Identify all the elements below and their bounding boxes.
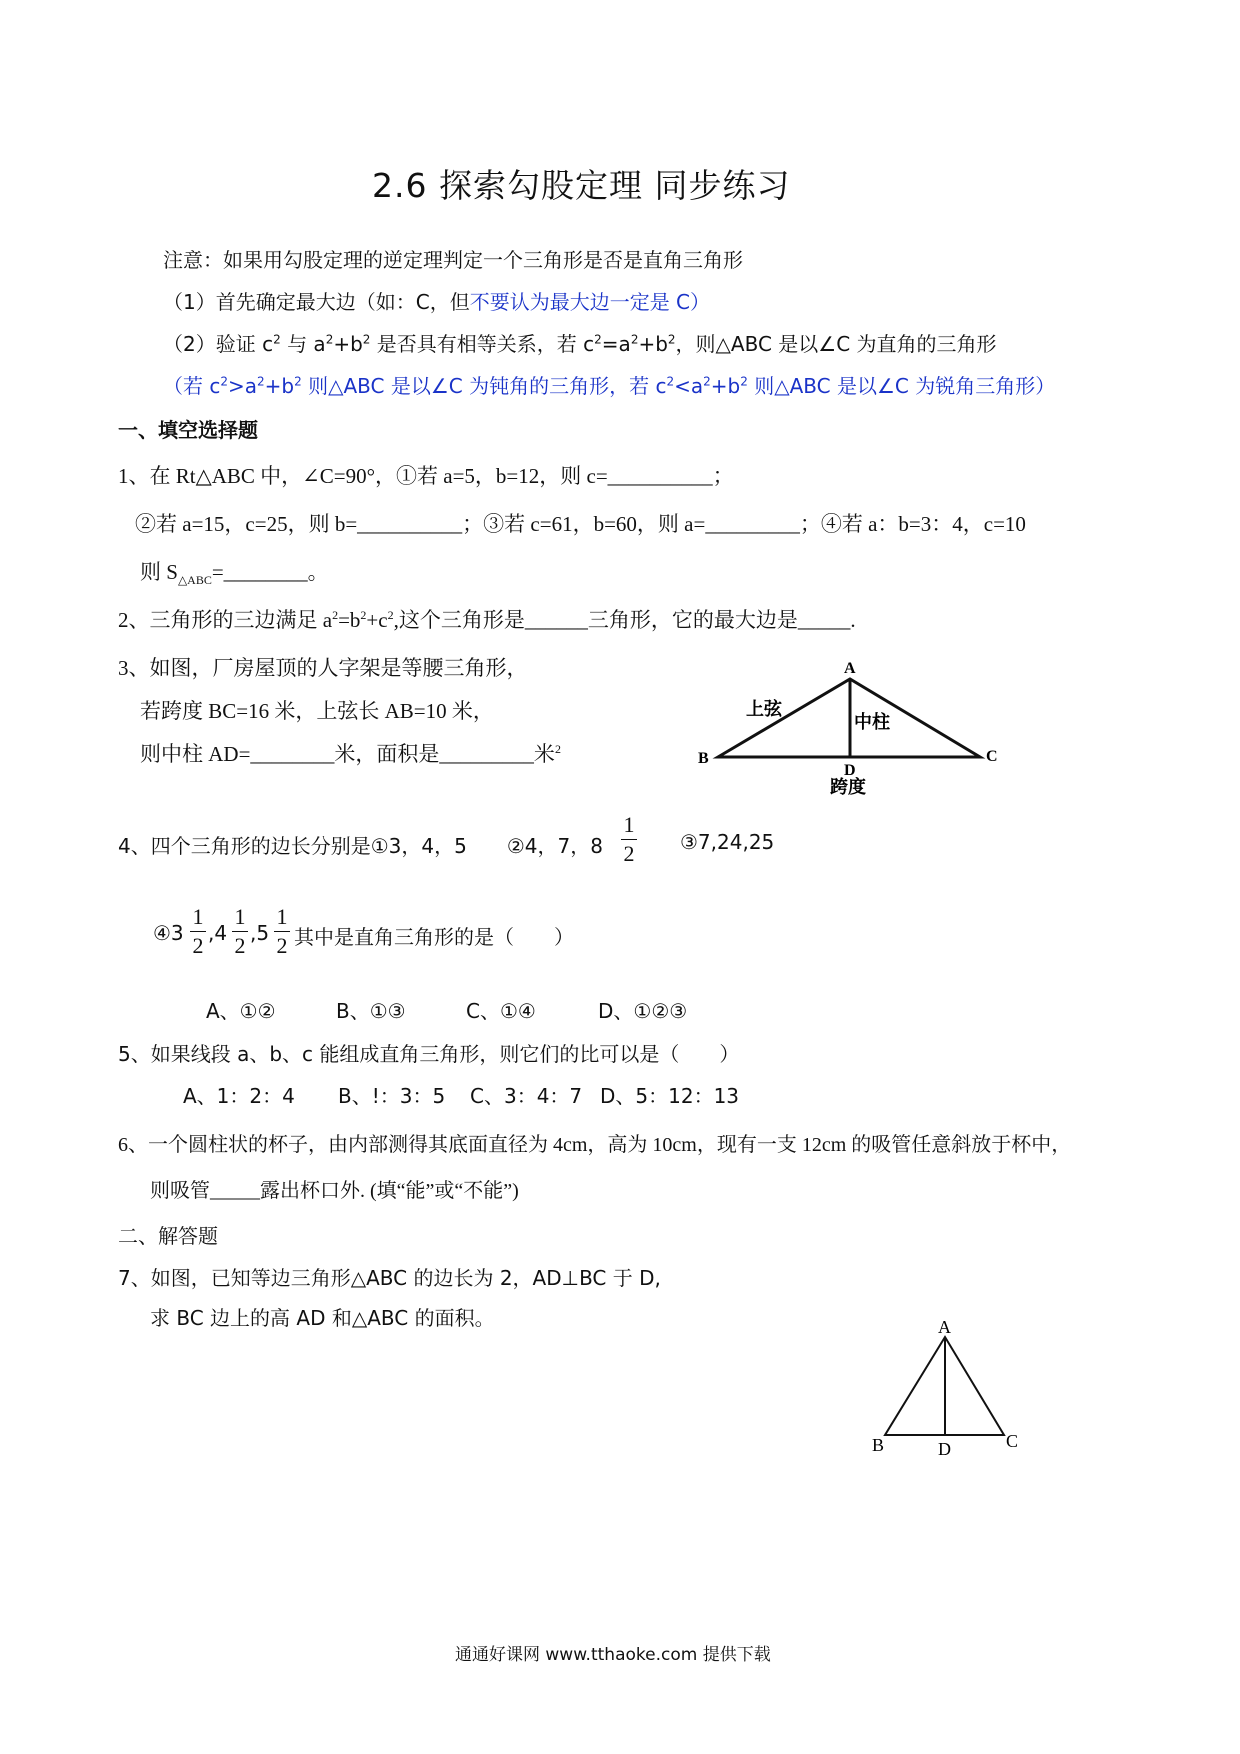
- note-line-2: [163, 286, 710, 315]
- denominator: 2: [623, 841, 635, 866]
- question-3-line-2: 若跨度 BC=16 米，上弦长 AB=10 米，: [140, 699, 494, 723]
- equilateral-triangle-figure: [870, 1315, 1040, 1465]
- note3-e: =a: [601, 332, 631, 356]
- note4-e: <a: [674, 374, 704, 398]
- q5-option-a: A、1：2：4: [183, 1084, 295, 1108]
- note-line-2-blue: 不要认为最大边一定是 C）: [469, 290, 711, 314]
- vertex-label-c: C: [986, 748, 998, 765]
- fraction-half: [274, 906, 290, 957]
- note3-g: ，则△ABC 是以∠C 为直角的三角形: [675, 332, 997, 356]
- question-4-line-2d: 其中是直角三角形的是（ ）: [294, 925, 574, 949]
- denominator: 2: [192, 933, 204, 958]
- sup: 2: [273, 332, 281, 347]
- page-footer: 通通好课网 www.tthaoke.com 提供下载: [455, 1645, 771, 1665]
- q1-sub: △ABC: [177, 573, 212, 588]
- note3-f: +b: [638, 332, 668, 356]
- numerator: 1: [192, 904, 204, 929]
- note3-d: 是否具有相等关系，若 c: [370, 332, 595, 356]
- sup: 2: [666, 374, 675, 389]
- sup: 2: [703, 374, 711, 389]
- truss-figure: [690, 655, 1020, 805]
- question-1-line-3: [140, 556, 329, 588]
- note3-b: 与 a: [280, 332, 326, 356]
- sup: 2: [257, 374, 265, 389]
- question-3-line-1: 3、如图，厂房屋顶的人字架是等腰三角形，: [118, 656, 528, 680]
- section-heading-2: 二、解答题: [118, 1224, 218, 1248]
- vertex-label-d: D: [844, 762, 856, 779]
- question-1-line-2: ②若 a=15，c=25，则 b=__________；③若 c=61，b=60，则 a=_________；④若 a：b=3：4，c=10: [135, 512, 1026, 536]
- question-1-line-1: 1、在 Rt△ABC 中，∠C=90°，①若 a=5，b=12，则 c=__________；: [118, 464, 734, 488]
- section-heading-1: 一、填空选择题: [118, 418, 258, 442]
- q4-option-a: A、①②: [206, 999, 276, 1023]
- sup: 2: [325, 332, 334, 347]
- label-upper-chord: 上弦: [746, 699, 782, 720]
- note4-g: 则△ABC 是以∠C 为锐角三角形）: [747, 374, 1056, 398]
- numerator: 1: [276, 904, 288, 929]
- numerator: 1: [623, 812, 635, 837]
- label-center-post: 中柱: [854, 712, 890, 733]
- fraction-bar: [190, 931, 206, 932]
- note-line-3: [163, 328, 997, 357]
- note-line-4: [163, 370, 1055, 399]
- q1-s: 则 S: [140, 560, 178, 584]
- question-2: [118, 604, 856, 634]
- question-4-line-2c: ,5: [250, 921, 270, 945]
- note4-f: +b: [710, 374, 741, 398]
- note3-a: （2）验证 c: [163, 332, 274, 356]
- note-line-2-text: （1）首先确定最大边（如：C，但: [163, 290, 470, 314]
- note4-c: +b: [264, 374, 295, 398]
- note-line-1: 注意：如果用勾股定理的逆定理判定一个三角形是否是直角三角形: [163, 248, 743, 272]
- q2-d: ,这个三角形是______三角形，它的最大边是_____.: [393, 608, 856, 632]
- sup: 2: [594, 332, 602, 347]
- question-6-line-2: 则吸管_____露出杯口外. (填“能”或“不能”): [150, 1180, 519, 1202]
- q4-option-b: B、①③: [336, 999, 406, 1023]
- q2-b: =b: [338, 608, 361, 632]
- question-6-line-1: 6、一个圆柱状的杯子，由内部测得其底面直径为 4cm，高为 10cm，现有一支 12cm 的吸管任意斜放于杯中，: [118, 1134, 1072, 1156]
- question-4-line-2a: ④3: [153, 921, 184, 945]
- q5-option-b: B、!：3：5: [338, 1084, 446, 1108]
- vertex-label-a: A: [938, 1317, 951, 1337]
- q5-option-c: C、3：4：7: [470, 1084, 583, 1108]
- question-5: 5、如果线段 a、b、c 能组成直角三角形，则它们的比可以是（ ）: [118, 1042, 740, 1066]
- note3-c: +b: [333, 332, 363, 356]
- sup: 2: [667, 332, 676, 347]
- numerator: 1: [234, 904, 246, 929]
- sup: 2: [554, 742, 561, 756]
- question-7-line-1: 7、如图，已知等边三角形△ABC 的边长为 2，AD⊥BC 于 D,: [118, 1266, 661, 1290]
- fraction-bar: [274, 931, 290, 932]
- fraction-half: [190, 906, 206, 957]
- label-span: 跨度: [830, 777, 866, 798]
- sup: 2: [362, 332, 371, 347]
- q4-option-c: C、①④: [466, 999, 536, 1023]
- sup: 2: [332, 608, 339, 622]
- vertex-label-a: A: [844, 660, 856, 677]
- q2-a: 2、三角形的三边满足 a: [118, 608, 333, 632]
- sup: 2: [360, 608, 367, 622]
- page-title: 2.6 探索勾股定理 同步练习: [372, 166, 791, 205]
- vertex-label-b: B: [698, 750, 709, 767]
- fraction-half: [232, 906, 248, 957]
- fraction-half: [621, 814, 637, 865]
- note4-b: >a: [228, 374, 258, 398]
- q3-text: 则中柱 AD=________米，面积是_________米: [140, 742, 555, 766]
- fraction-bar: [621, 839, 637, 840]
- fraction-bar: [232, 931, 248, 932]
- sup: 2: [387, 608, 394, 622]
- q5-option-d: D、5：12：13: [600, 1084, 740, 1108]
- question-4-line-2b: ,4: [208, 921, 228, 945]
- question-3-line-3: [140, 738, 561, 768]
- vertex-label-d: D: [938, 1439, 951, 1459]
- sup: 2: [220, 374, 228, 389]
- q4-option-d: D、①②③: [598, 999, 688, 1023]
- sup: 2: [740, 374, 748, 389]
- denominator: 2: [276, 933, 288, 958]
- sup: 2: [294, 374, 302, 389]
- note4-a: （若 c: [163, 374, 221, 398]
- vertex-label-c: C: [1006, 1431, 1019, 1451]
- q4-text: 4、四个三角形的边长分别是①3，4，5 ②4，7，8: [118, 834, 603, 858]
- sup: 2: [630, 332, 639, 347]
- vertex-label-b: B: [872, 1435, 885, 1455]
- note4-d: 则△ABC 是以∠C 为钝角的三角形，若 c: [301, 374, 667, 398]
- question-7-line-2: 求 BC 边上的高 AD 和△ABC 的面积。: [150, 1306, 495, 1330]
- q1-blank: =________。: [211, 560, 329, 584]
- q2-c: +c: [366, 608, 388, 632]
- question-4-option-3: ③7,24,25: [680, 830, 775, 854]
- denominator: 2: [234, 933, 246, 958]
- question-4-line-1: [118, 830, 603, 859]
